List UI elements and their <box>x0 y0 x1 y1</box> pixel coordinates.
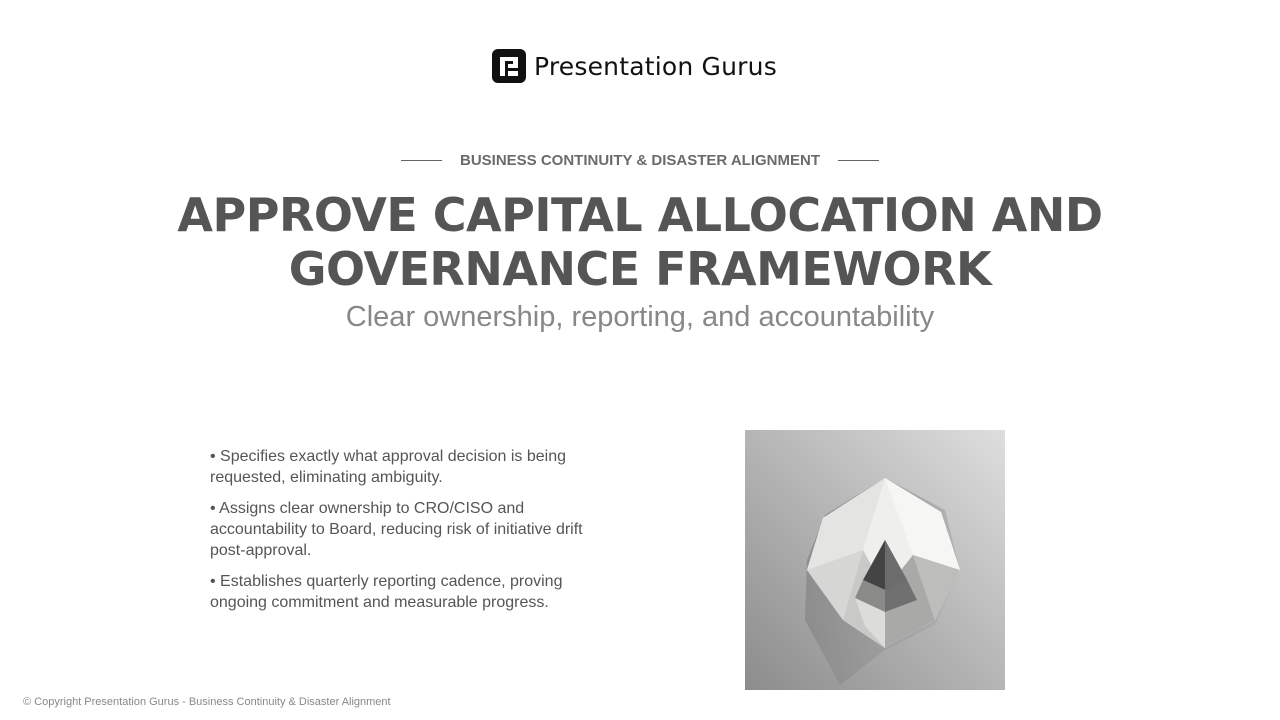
eyebrow-rule-left <box>401 160 442 161</box>
origami-geometric-illustration <box>745 430 1005 690</box>
page-title <box>140 188 1140 296</box>
logo-text: Presentation Gurus <box>534 51 777 81</box>
bullet-list <box>210 446 610 623</box>
brand-logo <box>492 48 777 84</box>
eyebrow-rule-right <box>838 160 879 161</box>
title-line-2: GOVERNANCE FRAMEWORK <box>288 242 992 296</box>
section-eyebrow <box>0 152 1280 169</box>
title-line-1: APPROVE CAPITAL ALLOCATION AND <box>177 188 1103 242</box>
eyebrow-text: BUSINESS CONTINUITY & DISASTER ALIGNMENT <box>459 152 821 169</box>
bullet-item: • Establishes quarterly reporting cadence, proving ongoing commitment and measurable progress. <box>210 573 563 611</box>
bullet-item: • Specifies exactly what approval decision is being requested, eliminating ambiguity. <box>210 448 567 486</box>
page-subtitle: Clear ownership, reporting, and accountability <box>345 301 935 333</box>
footer-copyright: © Copyright Presentation Gurus - Business Continuity & Disaster Alignment <box>23 696 391 708</box>
presentation-gurus-logo-icon <box>492 49 526 83</box>
bullet-item: • Assigns clear ownership to CRO/CISO and accountability to Board, reducing risk of initiative drift post-approval. <box>210 500 583 559</box>
